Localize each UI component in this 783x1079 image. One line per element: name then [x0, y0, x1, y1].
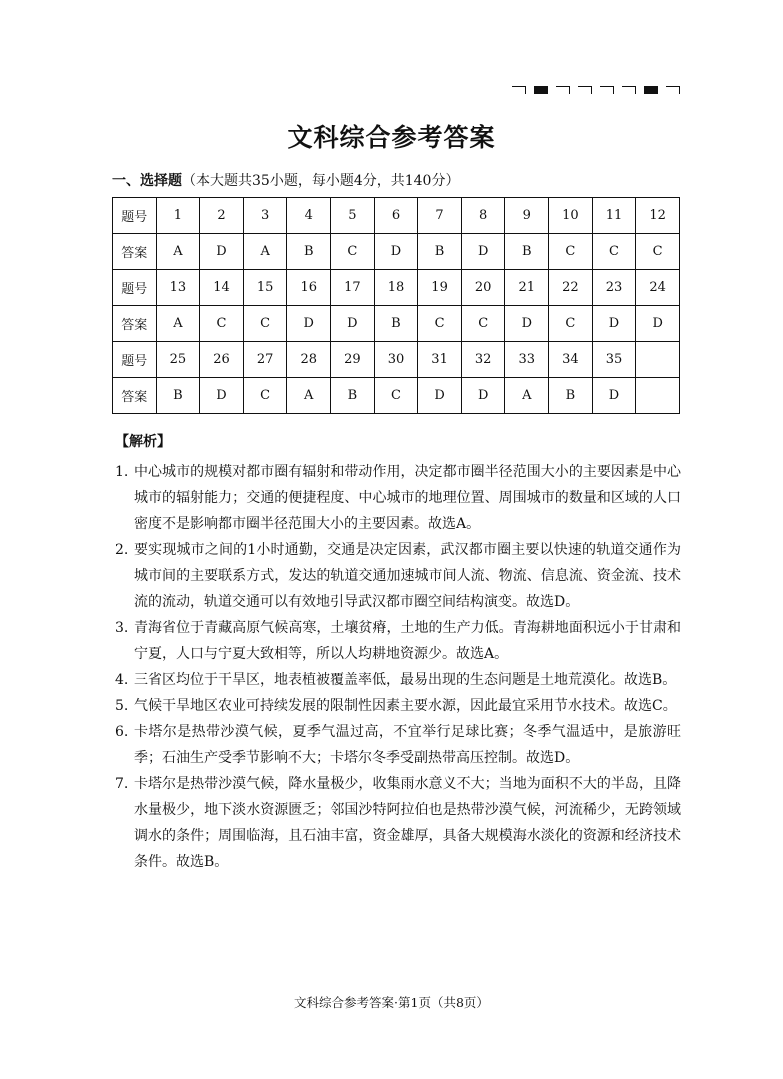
table-cell: C [636, 234, 680, 270]
table-cell: 31 [418, 342, 462, 378]
table-cell: D [461, 234, 505, 270]
table-cell: A [156, 234, 200, 270]
analysis-item [115, 537, 681, 615]
table-cell: D [461, 378, 505, 414]
table-cell: 16 [287, 270, 331, 306]
analysis-item [115, 693, 681, 719]
table-cell: B [418, 234, 462, 270]
table-cell: B [549, 378, 593, 414]
table-cell: 29 [331, 342, 375, 378]
table-cell: 30 [374, 342, 418, 378]
question-number-row [113, 270, 680, 306]
table-cell [636, 378, 680, 414]
table-cell: B [331, 378, 375, 414]
table-cell: C [549, 234, 593, 270]
corner-mark-icon [666, 86, 680, 94]
table-cell: A [243, 234, 287, 270]
table-cell: D [374, 234, 418, 270]
item-text: 青海省位于青藏高原气候高寒，土壤贫瘠，土地的生产力低。青海耕地面积远小于甘肃和宁夏，人口与宁夏大致相等，所以人均耕地资源少。故选A。 [134, 620, 681, 662]
table-cell: A [156, 306, 200, 342]
item-number: 1. [115, 464, 129, 480]
row-header-cell: 题号 [113, 198, 157, 234]
table-cell: 27 [243, 342, 287, 378]
table-cell: B [156, 378, 200, 414]
table-cell: 24 [636, 270, 680, 306]
corner-mark-icon [578, 86, 592, 94]
row-header-cell: 答案 [113, 306, 157, 342]
table-cell: 20 [461, 270, 505, 306]
table-cell: D [287, 306, 331, 342]
item-number: 7. [115, 776, 129, 792]
table-cell: C [374, 378, 418, 414]
item-text: 三省区均位于干旱区，地表植被覆盖率低，最易出现的生态问题是土地荒漠化。故选B。 [134, 672, 677, 688]
table-cell [636, 342, 680, 378]
table-cell: 34 [549, 342, 593, 378]
item-text: 中心城市的规模对都市圈有辐射和带动作用，决定都市圈半径范围大小的主要因素是中心城市的辐射能力；交通的便捷程度、中心城市的地理位置、周围城市的数量和区域的人口密度不是影响都市圈半径范围大小的主要因素。故选A。 [134, 464, 681, 532]
table-cell: 1 [156, 198, 200, 234]
table-cell: A [505, 378, 549, 414]
corner-mark-icon [622, 86, 636, 94]
page-footer: 文科综合参考答案·第1页（共8页） [294, 995, 489, 1010]
table-cell: 8 [461, 198, 505, 234]
table-cell: 21 [505, 270, 549, 306]
table-cell: D [505, 306, 549, 342]
section-note: （本大题共35小题，每小题4分，共140分） [182, 173, 460, 189]
table-cell: 23 [592, 270, 636, 306]
analysis-item [115, 771, 681, 875]
table-cell: 3 [243, 198, 287, 234]
answer-row [113, 306, 680, 342]
table-cell: C [243, 378, 287, 414]
table-cell: C [549, 306, 593, 342]
table-cell: 10 [549, 198, 593, 234]
solid-block-mark-icon [644, 86, 658, 94]
table-cell: C [331, 234, 375, 270]
table-cell: D [331, 306, 375, 342]
question-number-row [113, 198, 680, 234]
analysis-item [115, 615, 681, 667]
table-cell: 15 [243, 270, 287, 306]
item-number: 2. [115, 542, 129, 558]
table-cell: 19 [418, 270, 462, 306]
table-cell: D [418, 378, 462, 414]
table-cell: D [200, 234, 244, 270]
row-header-cell: 答案 [113, 378, 157, 414]
table-cell: 11 [592, 198, 636, 234]
item-number: 5. [115, 698, 129, 714]
table-cell: 2 [200, 198, 244, 234]
analysis-heading: 【解析】 [115, 434, 171, 450]
table-cell: 4 [287, 198, 331, 234]
answer-row [113, 378, 680, 414]
table-cell: 26 [200, 342, 244, 378]
item-text: 气候干旱地区农业可持续发展的限制性因素主要水源，因此最宜采用节水技术。故选C。 [134, 698, 677, 714]
table-cell: B [374, 306, 418, 342]
item-text: 要实现城市之间的1小时通勤，交通是决定因素，武汉都市圈主要以快速的轨道交通作为城市间的主要联系方式，发达的轨道交通加速城市间人流、物流、信息流、资金流、技术流的流动，轨道交通可以有效地引导武汉都市圈空间结构演变。故选D。 [134, 542, 681, 610]
item-text: 卡塔尔是热带沙漠气候，降水量极少，收集雨水意义不大；当地为面积不大的半岛，且降水量极少，地下淡水资源匮乏；邻国沙特阿拉伯也是热带沙漠气候，河流稀少，无跨领域调水的条件；周围临海，且石油丰富，资金雄厚，具备大规模海水淡化的资源和经济技术条件。故选B。 [134, 776, 681, 870]
table-cell: 7 [418, 198, 462, 234]
table-cell: 9 [505, 198, 549, 234]
table-cell: 12 [636, 198, 680, 234]
table-cell: D [592, 306, 636, 342]
page-title: 文科综合参考答案 [287, 123, 496, 152]
item-text: 卡塔尔是热带沙漠气候，夏季气温过高，不宜举行足球比赛；冬季气温适中，是旅游旺季；石油生产受季节影响不大；卡塔尔冬季受副热带高压控制。故选D。 [134, 724, 681, 766]
item-number: 4. [115, 672, 129, 688]
corner-mark-icon [556, 86, 570, 94]
table-cell: B [287, 234, 331, 270]
table-cell: D [592, 378, 636, 414]
table-cell: 5 [331, 198, 375, 234]
table-cell: C [592, 234, 636, 270]
section-heading [112, 170, 459, 190]
table-cell: 28 [287, 342, 331, 378]
corner-mark-icon [512, 86, 526, 94]
item-number: 6. [115, 724, 129, 740]
solid-block-mark-icon [534, 86, 548, 94]
analysis-list [115, 459, 681, 875]
answer-table [112, 197, 680, 414]
row-header-cell: 题号 [113, 342, 157, 378]
table-cell: D [636, 306, 680, 342]
question-number-row [113, 342, 680, 378]
table-cell: 17 [331, 270, 375, 306]
table-cell: C [243, 306, 287, 342]
row-header-cell: 答案 [113, 234, 157, 270]
table-cell: 22 [549, 270, 593, 306]
answer-row [113, 234, 680, 270]
table-cell: C [461, 306, 505, 342]
table-cell: 14 [200, 270, 244, 306]
analysis-item [115, 667, 681, 693]
print-registration-marks [512, 86, 680, 94]
table-cell: 6 [374, 198, 418, 234]
table-cell: 13 [156, 270, 200, 306]
table-cell: C [200, 306, 244, 342]
corner-mark-icon [600, 86, 614, 94]
table-cell: C [418, 306, 462, 342]
table-cell: 35 [592, 342, 636, 378]
row-header-cell: 题号 [113, 270, 157, 306]
analysis-item [115, 719, 681, 771]
analysis-item [115, 459, 681, 537]
table-cell: 33 [505, 342, 549, 378]
table-cell: 18 [374, 270, 418, 306]
table-cell: A [287, 378, 331, 414]
table-cell: 25 [156, 342, 200, 378]
table-cell: D [200, 378, 244, 414]
item-number: 3. [115, 620, 129, 636]
table-cell: B [505, 234, 549, 270]
table-cell: 32 [461, 342, 505, 378]
section-label: 一、选择题 [112, 173, 182, 189]
